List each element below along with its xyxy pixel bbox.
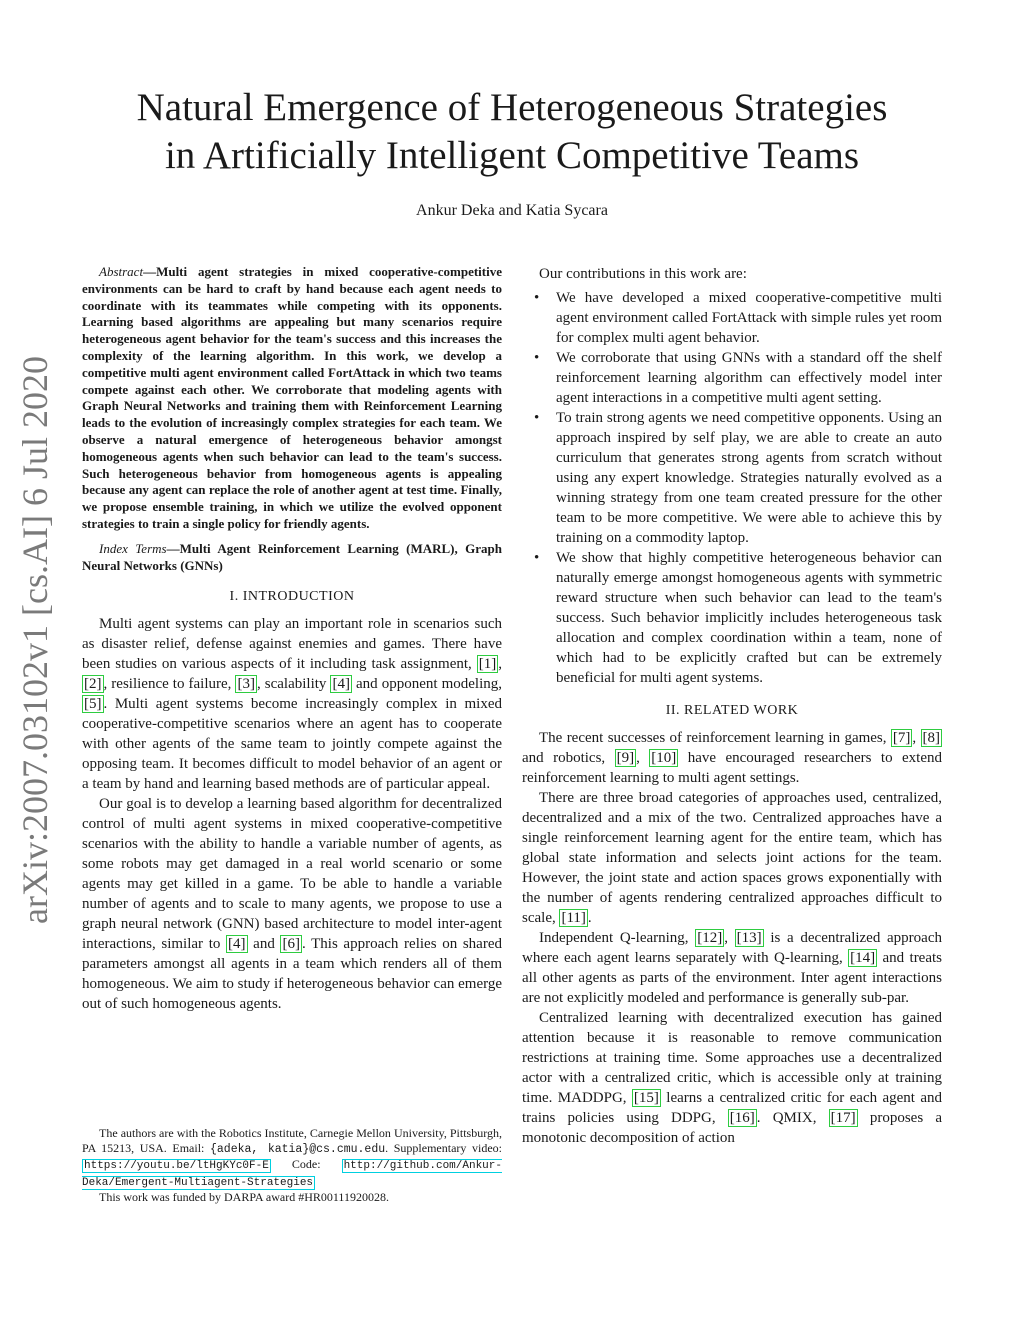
text-run: and robotics, [522,750,615,766]
text-run: learns a centralized critic for each agent and trains policies using DDPG, [522,1090,942,1126]
authors: Ankur Deka and Katia Sycara [416,202,608,219]
text-run: , scalability [256,676,331,693]
index-terms-lead: Index Terms [99,540,167,556]
citation-link[interactable]: [1] [478,656,497,673]
footnote-funding: This work was funded by DARPA award #HR00111920028. [99,1190,389,1205]
citation-link[interactable]: [16] [729,1110,755,1126]
citation-link[interactable]: [3] [237,676,255,693]
text-run: . Multi agent systems become increasingly complex in mixed cooperative-competitive scenarios where an agent has to cooperate with other agents of the same team to jointly compete against the opposing team. It becomes difficult to model behavior of an agent or a team by hand and learning based methods are of particular appeal. [82,696,502,793]
right-column [522,264,942,1148]
text-run: . Supplementary video: [385,1140,502,1155]
list-item [522,548,942,688]
related-paragraph-4 [522,1008,942,1148]
section-heading-introduction: I. INTRODUCTION [229,589,355,605]
abstract [82,264,502,533]
text-run: Multi agent systems can play an important role in scenarios such as disaster relief, defense against enemies and games. There have been studies on various aspects of it including task assignment, [82,616,502,673]
list-item-text: We corroborate that using GNNs with a standard off the shelf reinforcement learning algorithm can effectively model inter agent interactions in a competitive multi agent setting. [556,350,942,406]
citation-link[interactable]: [2] [84,676,102,693]
index-terms [82,541,502,575]
arxiv-identifier[interactable]: arXiv:2007.03102v1 [cs.AI] 6 Jul 2020 [15,356,55,924]
text-run: Centralized learning with decentralized execution has gained attention because it is reasonable to remove communication restrictions at training time. Some approaches use a decentralized actor with a centralized critic, which is accessible only at training time. MADDPG, [522,1010,942,1106]
text-run: The authors are with the Robotics Institute, Carnegie Mellon University, Pittsburgh, PA 15213, USA. Email: [82,1126,502,1155]
paper-title [80,84,944,180]
citation-link[interactable]: [4] [228,936,246,953]
text-run: . [587,910,592,926]
related-paragraph-3 [522,928,942,1008]
citation-link[interactable]: [11] [561,910,586,926]
title-line-2: in Artificially Intelligent Competitive Teams [164,134,860,177]
text-run: . This approach relies on shared parameters amongst all agents in a team which renders all of them homogeneous. We aim to study if heterogeneous behavior can emerge out of such homogeneous agents. [82,936,502,1013]
text-run: Independent Q-learning, [539,930,696,946]
abstract-text: —Multi agent strategies in mixed cooperative-competitive environments can be hard to craft by hand because each agent needs to coordinate with its teammates while competing with its opponents. Learning based algorithms are appealing but many scenarios require heterogeneous agent behavior for the team's success and this increases the complexity of the learning algorithm. In this work, we develop a competitive multi agent environment called FortAttack in which two teams compete against each other. We corroborate that modeling agents with Graph Neural Networks and training them with Reinforcement Learning leads to the evolution of increasingly complex strategies for each team. We observe a natural emergence of heterogeneous behavior amongst homogeneous agents when such behavior can lead to the team's success. Such heterogeneous behavior from homogeneous agents is appealing because any agent can replace the role of another agent at test time. Finally, we propose ensemble training, in which we utilize the evolved opponent strategies to train a single policy for friendly agents. [82,264,502,531]
list-item-text: We have developed a mixed cooperative-competitive multi agent environment called FortAttack with simple rules yet room for complex multi agent behavior. [556,290,942,346]
text-run: is a decentralized approach where each agent learns separately with Q-learning, [522,930,942,966]
text-run: . QMIX, [756,1110,829,1126]
text-run: , resilience to failure, [103,676,236,693]
citation-link[interactable]: [5] [84,696,102,713]
section-heading-related-work: II. RELATED WORK [665,703,799,718]
text-run: There are three broad categories of approaches used, centralized, decentralized and a mix of the two. Centralized approaches have a single reinforcement learning agent for the entire team, which has global state information and selects joint actions for the team. However, the joint state and action spaces grows exponentially with the number of agents rendering centralized approaches difficult to scale, [522,790,942,926]
citation-link[interactable]: [12] [697,930,723,946]
citation-link[interactable]: [6] [282,936,300,953]
contributions-intro: Our contributions in this work are: [539,266,747,282]
text-run: and treats all other agents as parts of the environment. Inter agent interactions are not explicitly modeled and performance is generally sub-par. [522,950,943,1006]
citation-link[interactable]: [4] [332,676,350,693]
text-run: , [636,750,650,766]
list-item [522,348,942,408]
text-run: , [912,730,921,746]
email-address: {adeka, katia}@cs.cmu.edu [210,1142,386,1156]
bullet-icon: • [534,290,540,306]
citation-link[interactable]: [8] [922,730,941,746]
text-run: Code: [270,1157,342,1172]
text-run: , [498,656,502,673]
video-link[interactable]: https://youtu.be/ltHgKYc0F-E [84,1160,269,1173]
bullet-icon: • [534,350,540,366]
intro-paragraph-1 [82,614,502,794]
left-column [82,264,502,1014]
contributions-list [522,288,942,688]
citation-link[interactable]: [10] [651,750,677,766]
footnote-affiliation [82,1126,502,1190]
list-item-text: To train strong agents we need competitive opponents. Using an approach inspired by self play, we are able to create an auto curriculum that generates strong agents from scratch without using any expert knowledge. Strategies naturally evolved as a winning strategy from one team created pressure for the other team to be more competitive. We were able to achieve this by training on a commodity laptop. [556,410,942,546]
related-paragraph-2 [522,788,942,928]
citation-link[interactable]: [15] [633,1090,659,1106]
text-run: have encouraged researchers to extend reinforcement learning to multi agent settings. [522,750,943,786]
title-line-1: Natural Emergence of Heterogeneous Strategies [136,86,888,129]
footnote [82,1126,502,1205]
text-run: proposes a monotonic decomposition of action [522,1110,942,1146]
abstract-lead: Abstract [99,264,144,279]
bullet-icon: • [534,550,540,566]
text-run: , [724,930,735,946]
text-run: and [247,936,281,953]
citation-link[interactable]: [17] [830,1110,856,1126]
bullet-icon: • [534,410,540,426]
text-run: and opponent modeling, [351,676,502,693]
related-paragraph-1 [522,728,942,788]
list-item [522,288,942,348]
text-run: Our goal is to develop a learning based algorithm for decentralized control of multi agent systems in mixed cooperative-competitive scenarios with the ability to handle a variable number of agents, as some robots may get damaged in a real world scenario or some agents may get killed in a game. To be able to handle a variable number of agents and to scale to many agents, we propose to use a graph neural network (GNN) based architecture to model inter-agent interactions, similar to [82,796,502,953]
code-link[interactable]: http://github.com/Ankur-Deka/Emergent-Multiagent-Strategies [82,1160,502,1189]
citation-link[interactable]: [7] [892,730,911,746]
intro-paragraph-2 [82,794,502,1014]
text-run: The recent successes of reinforcement learning in games, [539,730,891,746]
citation-link[interactable]: [9] [616,750,635,766]
index-terms-text: —Multi Agent Reinforcement Learning (MARL), Graph Neural Networks (GNNs) [82,540,502,573]
list-item [522,408,942,548]
list-item-text: We show that highly competitive heterogeneous behavior can naturally emerge amongst homogeneous agents with symmetric reward structure when such behavior can lead to the team's success. Such behavior implicitly includes heterogeneous task allocation and complex coordination within a team, none of which had to be explicitly crafted but can be extremely beneficial for multi agent systems. [556,550,942,686]
citation-link[interactable]: [14] [850,950,876,966]
citation-link[interactable]: [13] [736,930,762,946]
